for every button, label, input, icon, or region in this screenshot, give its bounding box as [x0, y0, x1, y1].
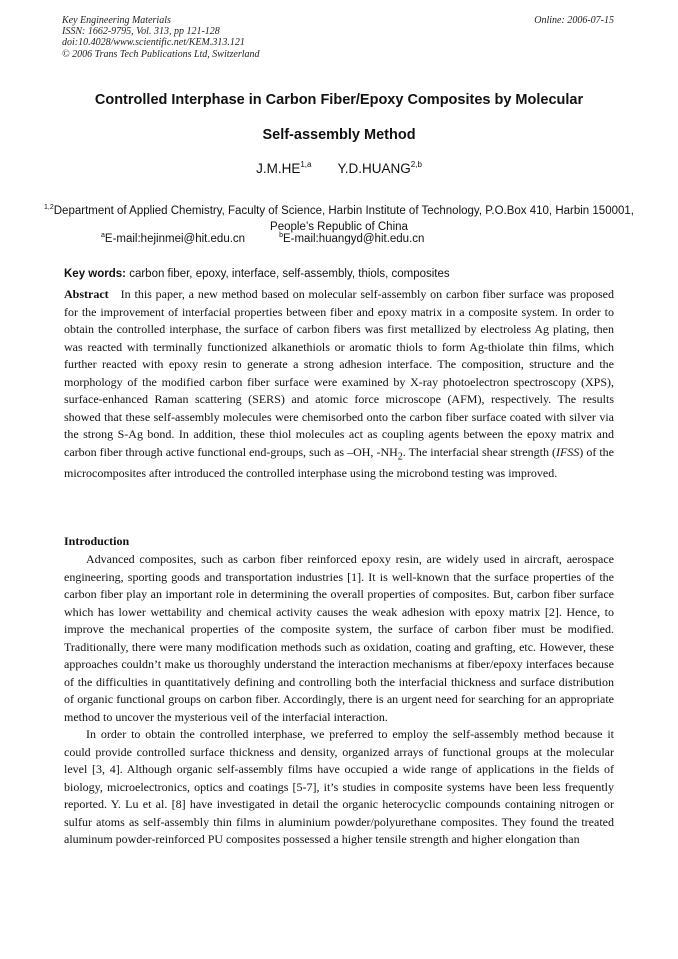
subscript: 2	[397, 450, 403, 462]
author-emails	[101, 232, 424, 245]
online-date: Online: 2006-07-15	[534, 15, 614, 26]
keywords-label: Key words:	[64, 268, 126, 280]
paragraph: In order to obtain the controlled interphase, we preferred to employ the self-assembly method because it could provide controlled surface thickness and density, organized arrays of functional groups at the molecular level [3, 4]. Although organic self-assembly films have occupied a wide range of applications in the fields of biology, microelectronics, optics and coatings [5-7], it’s studies in composite systems have been less frequently reported. Y. Lu et al. [8] have investigated in detail the organic heterocyclic compounds containing nitrogen or sulfur atoms as self-assembly thin films in aluminium powder/polyurethane composites. They found the treated aluminum powder-reinforced PU composites possessed a higher tensile strength and higher elongation than	[64, 727, 614, 846]
author-list	[0, 160, 678, 176]
abstract-label: Abstract	[64, 287, 109, 301]
author-name: Y.D.HUANG	[337, 161, 411, 176]
abstract-text: . The interfacial shear strength (	[402, 444, 556, 459]
abstract	[64, 286, 614, 483]
affiliation-text: Department of Applied Chemistry, Faculty of Science, Harbin Institute of Technology, P.O.Box 410, Harbin 150001, People’s Republic of China	[53, 205, 634, 233]
paragraph: Advanced composites, such as carbon fiber reinforced epoxy resin, are widely used in aircraft, aerospace engineering, sporting goods and transportation industries [1]. It is well-known that the surface properties of the carbon fiber play an important role in determining the overall properties of composites. But, carbon fiber surface which has lower wettability and chemical activity causes the weak adhesion with epoxy matrix [2]. Hence, to improve the mechanical properties of the composite system, the surface of carbon fiber must be modified. Traditionally, there were many modification methods such as oxidation, coating and grafting, etc. However, these approaches couldn’t make us thoroughly understand the interaction mechanisms at fiber/epoxy interfaces because of the difficulties in quantitatively defining and controlling both the interfacial thickness and surface distribution of organic functional groups on carbon fiber. Accordingly, there is an urgent need for searching for an appropriate method to uncover the mysterious veil of the interfacial interaction.	[64, 552, 614, 724]
affiliation	[40, 200, 638, 235]
email-address: E-mail:hejinmei@hit.edu.cn	[104, 233, 246, 245]
copyright-line: © 2006 Trans Tech Publications Ltd, Switzerland	[62, 48, 260, 60]
email-superscript: b	[279, 232, 283, 239]
section-heading: Introduction	[64, 534, 130, 548]
author-name: J.M.HE	[256, 161, 301, 176]
keywords	[64, 268, 450, 280]
email-superscript: a	[101, 232, 105, 239]
author-superscript: 1,a	[300, 160, 312, 169]
abstract-text: ) of the microcomposites after introduced the controlled interphase using the microbond testing was improved.	[64, 444, 614, 481]
affiliation-superscript: 1,2	[44, 204, 54, 211]
issn-line: ISSN: 1662-9795, Vol. 313, pp 121-128	[62, 26, 220, 38]
email-address: E-mail:huangyd@hit.edu.cn	[282, 233, 425, 245]
ifss-term: IFSS	[555, 444, 580, 459]
paper-title-line-1: Controlled Interphase in Carbon Fiber/Epoxy Composites by Molecular	[94, 92, 584, 108]
journal-name: Key Engineering Materials	[62, 15, 171, 26]
author-superscript: 2,b	[410, 160, 422, 169]
keywords-text: carbon fiber, epoxy, interface, self-assembly, thiols, composites	[129, 268, 450, 280]
paper-title-line-2: Self-assembly Method	[262, 127, 416, 143]
abstract-text: In this paper, a new method based on molecular self-assembly on carbon fiber surface was proposed for the improvement of interfacial properties between fiber and epoxy matrix in a composite system. In order to obtain the controlled interphase, the surface of carbon fibers was first metallized by electroless Ag plating, then was reacted with terminally functionized alkanethiols or aromatic thiols to form Ag-thiolate thin films, which further reacted with epoxy resin to generate a strong adhesion interface. The composition, structure and the morphology of the modified carbon fiber surface were examined by X-ray photoelectron spectroscopy (XPS), surface-enhanced Raman scattering (SERS) and atomic force microscope (AFM), respectively. The results showed that these self-assembly molecules were chemisorbed onto the carbon fiber surface coated with silver via the strong S-Ag bond. In addition, these thiol molecules act as coupling agents between the epoxy matrix and carbon fiber through active functional end-groups, such as –OH, -NH	[64, 287, 614, 459]
introduction	[64, 551, 614, 849]
doi-line: doi:10.4028/www.scientific.net/KEM.313.121	[62, 37, 245, 49]
journal-header	[62, 15, 260, 60]
